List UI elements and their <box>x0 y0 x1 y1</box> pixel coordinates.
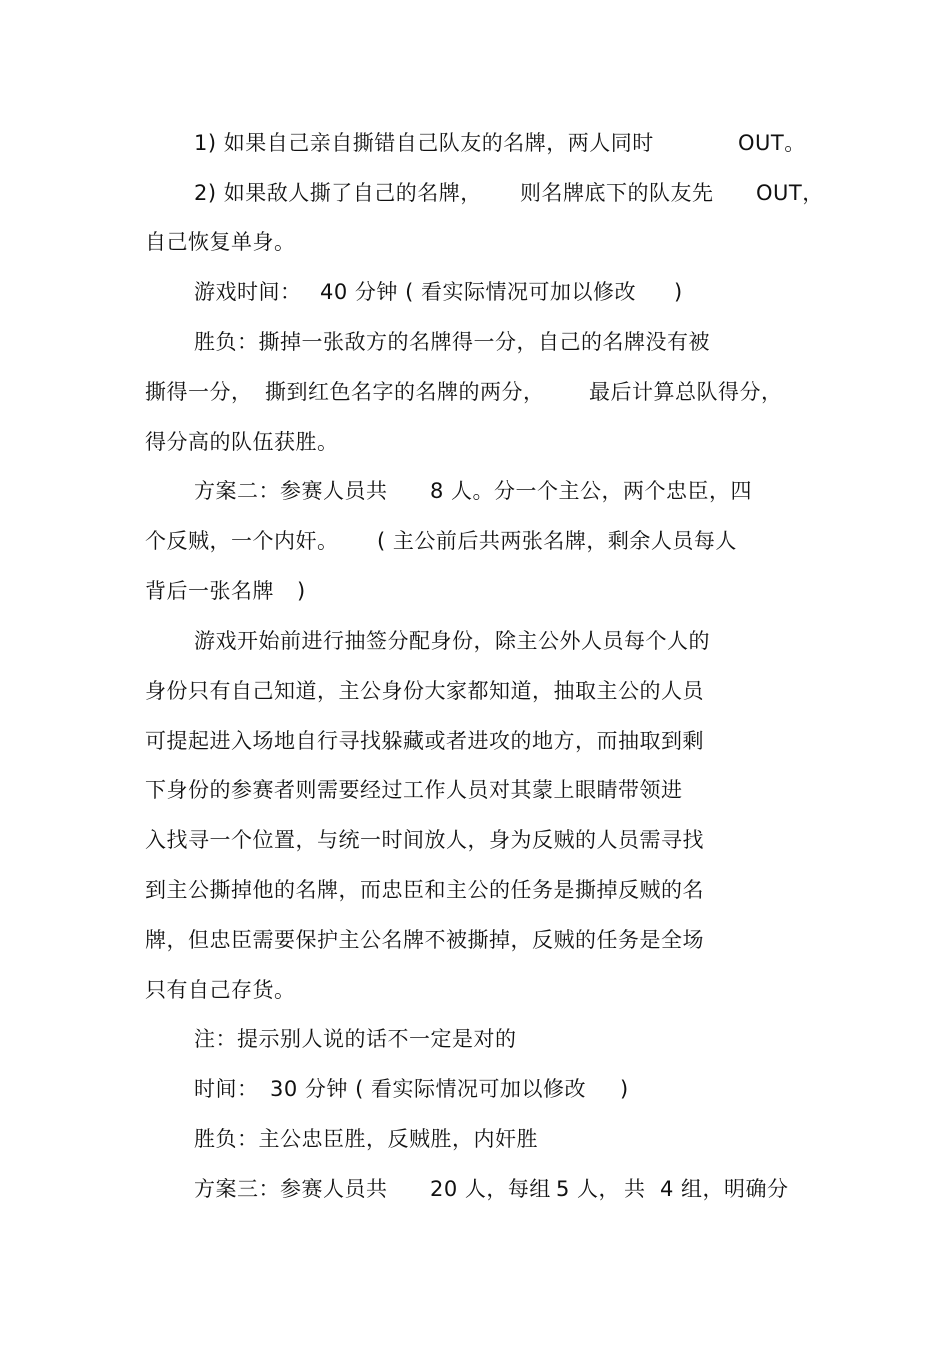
text-segment: 30 分钟 ( 看实际情况可加以修改 <box>270 1077 586 1101</box>
text-segment: 撕得一分， <box>145 380 253 404</box>
text-segment: 胜负：主公忠臣胜，反贼胜，内奸胜 <box>194 1127 538 1151</box>
text-segment: 共 <box>624 1177 646 1201</box>
text-segment: 背后一张名牌 <box>145 579 274 603</box>
text-segment: 撕到红色名字的名牌的两分， <box>265 380 545 404</box>
text-segment: 胜负：撕掉一张敌方的名牌得一分，自己的名牌没有被 <box>194 330 710 354</box>
text-segment: 牌，但忠臣需要保护主公名牌不被撕掉，反贼的任务是全场 <box>145 928 704 952</box>
text-segment: 方案二：参赛人员共 <box>194 479 388 503</box>
text-segment: 则名牌底下的队友先 <box>520 181 714 205</box>
text-segment: 自己恢复单身。 <box>145 230 296 254</box>
text-segment: ) <box>620 1077 629 1101</box>
text-segment: 时间： <box>194 1077 259 1101</box>
text-segment: 4 组， <box>660 1177 725 1201</box>
text-segment: OUT。 <box>738 131 806 155</box>
text-segment: OUT， <box>756 181 824 205</box>
text-segment: 注：提示别人说的话不一定是对的 <box>194 1027 517 1051</box>
text-segment: 40 分钟 ( 看实际情况可加以修改 <box>320 280 636 304</box>
text-segment: 2) 如果敌人撕了自己的名牌， <box>194 181 482 205</box>
text-segment: 得分高的队伍获胜。 <box>145 430 339 454</box>
text-segment: 游戏时间： <box>194 280 302 304</box>
text-segment: 可提起进入场地自行寻找躲藏或者进攻的地方，而抽取到剩 <box>145 729 704 753</box>
text-segment: 游戏开始前进行抽签分配身份，除主公外人员每个人的 <box>194 629 710 653</box>
text-segment: 到主公撕掉他的名牌，而忠臣和主公的任务是撕掉反贼的名 <box>145 878 704 902</box>
text-segment: 8 人。分一个主公，两个忠臣，四 <box>430 479 753 503</box>
text-segment: ) <box>297 579 306 603</box>
text-segment: 1) 如果自己亲自撕错自己队友的名牌，两人同时 <box>194 131 654 155</box>
text-segment: ( 主公前后共两张名牌，剩余人员每人 <box>377 529 737 553</box>
text-segment: 明确分 <box>724 1177 789 1201</box>
text-segment: 5 人， <box>556 1177 621 1201</box>
text-segment: 入找寻一个位置，与统一时间放人，身为反贼的人员需寻找 <box>145 828 704 852</box>
text-segment: 只有自己存货。 <box>145 978 296 1002</box>
text-segment: 方案三：参赛人员共 <box>194 1177 388 1201</box>
text-segment: 最后计算总队得分， <box>589 380 783 404</box>
text-segment: ) <box>674 280 683 304</box>
text-segment: 下身份的参赛者则需要经过工作人员对其蒙上眼睛带领进 <box>145 778 683 802</box>
text-segment: 20 人，每组 <box>430 1177 551 1201</box>
text-segment: 个反贼，一个内奸。 <box>145 529 339 553</box>
text-segment: 身份只有自己知道，主公身份大家都知道，抽取主公的人员 <box>145 679 704 703</box>
